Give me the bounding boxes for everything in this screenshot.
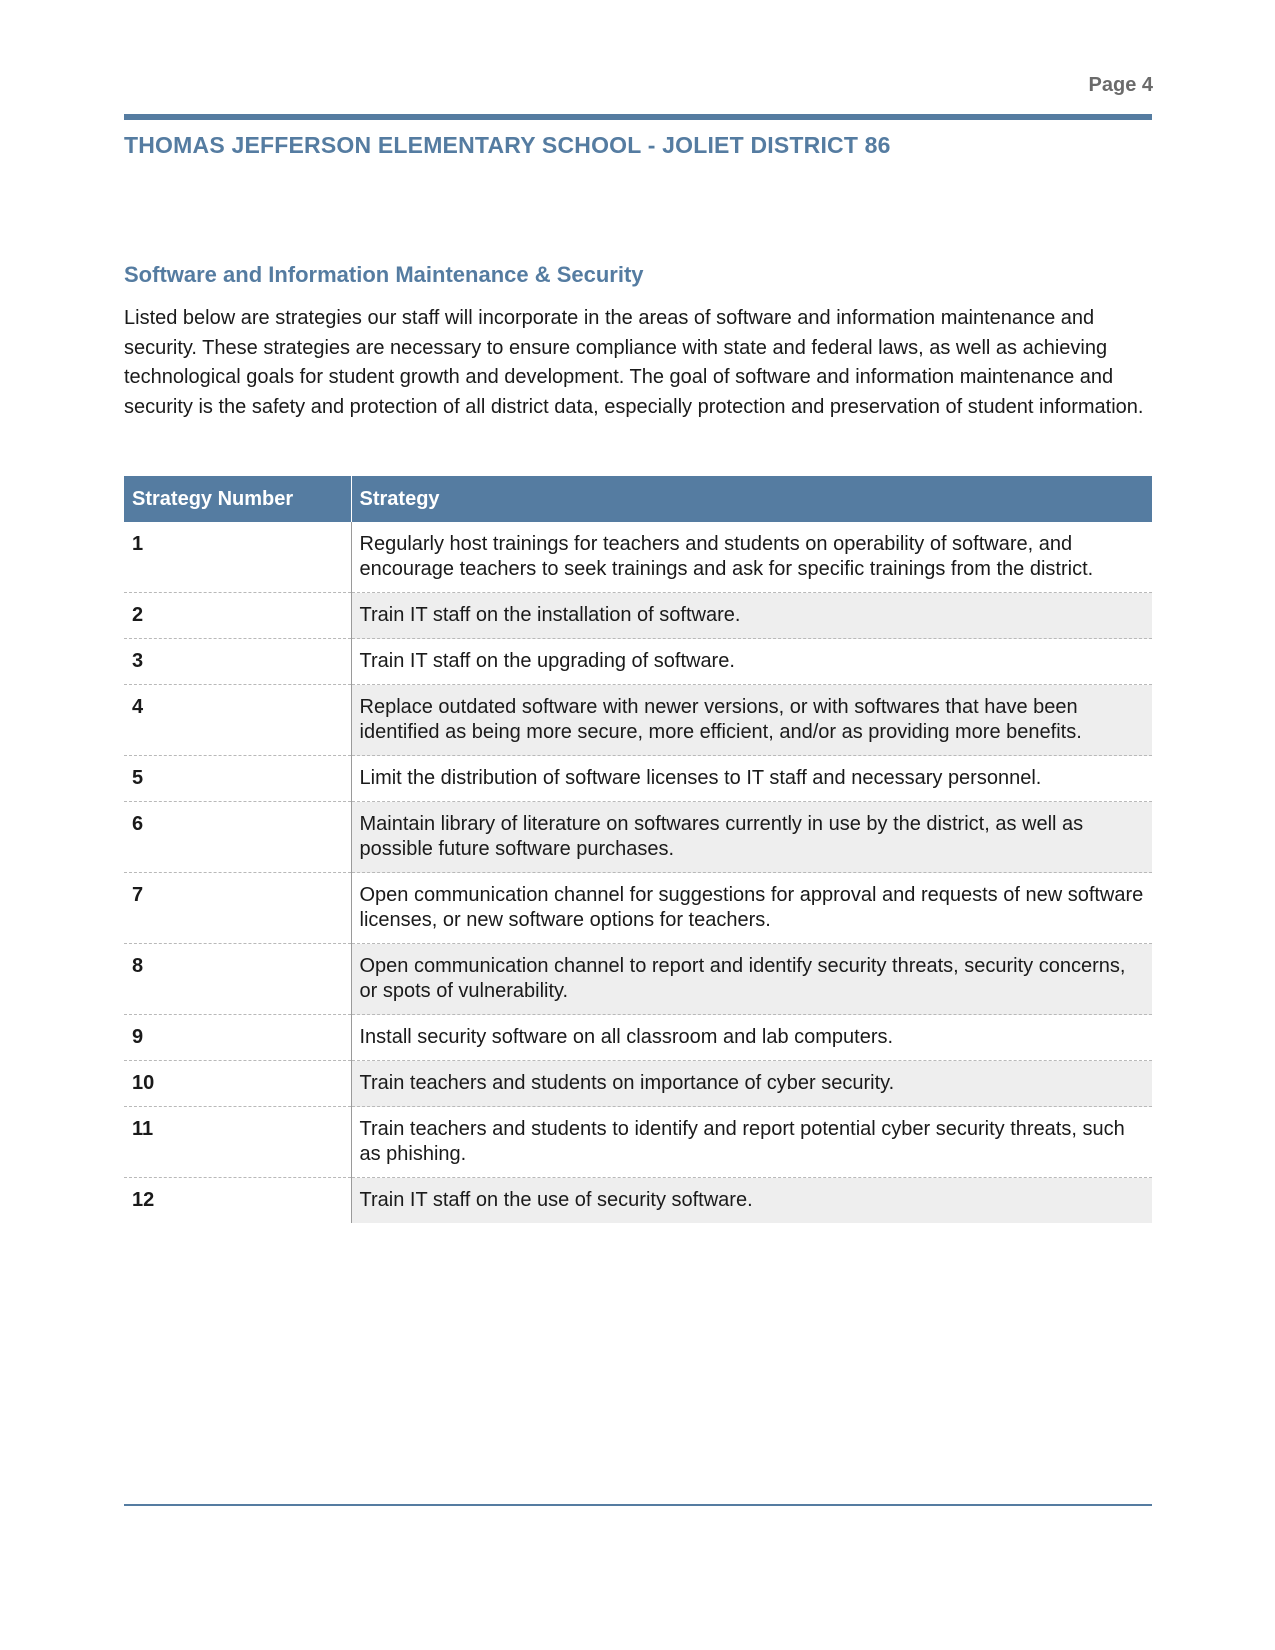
strategy-text-cell: Train IT staff on the installation of software.	[351, 593, 1152, 639]
header-strategy: Strategy	[351, 476, 1152, 522]
strategy-number-cell: 2	[124, 593, 351, 639]
strategy-text-cell: Maintain library of literature on softwares currently in use by the district, as well as possible future software purchases.	[351, 802, 1152, 873]
strategy-text-cell: Install security software on all classroom and lab computers.	[351, 1015, 1152, 1061]
strategy-number-cell: 5	[124, 756, 351, 802]
table-row	[124, 1107, 1152, 1178]
table-row	[124, 802, 1152, 873]
table-row	[124, 944, 1152, 1015]
strategy-text-cell: Open communication channel to report and identify security threats, security concerns, or spots of vulnerability.	[351, 944, 1152, 1015]
table-row	[124, 1178, 1152, 1224]
table-row	[124, 756, 1152, 802]
table-row	[124, 1061, 1152, 1107]
school-name: THOMAS JEFFERSON ELEMENTARY SCHOOL - JOLIET DISTRICT 86	[124, 132, 891, 158]
strategy-number-cell: 6	[124, 802, 351, 873]
strategy-text-cell: Train IT staff on the upgrading of software.	[351, 639, 1152, 685]
strategy-table	[124, 476, 1152, 1223]
footer-rule	[124, 1504, 1152, 1506]
strategy-number-cell: 12	[124, 1178, 351, 1224]
table-row	[124, 522, 1152, 593]
intro-paragraph: Listed below are strategies our staff will incorporate in the areas of software and information maintenance and security. These strategies are necessary to ensure compliance with state and federal laws, as well as achieving technological goals for student growth and development. The goal of software and information maintenance and security is the safety and protection of all district data, especially protection and preservation of student information.	[124, 307, 1144, 418]
strategy-number-cell: 10	[124, 1061, 351, 1107]
strategy-text-cell: Open communication channel for suggestions for approval and requests of new software licenses, or new software options for teachers.	[351, 873, 1152, 944]
table-row	[124, 593, 1152, 639]
strategy-number-cell: 8	[124, 944, 351, 1015]
strategy-text-cell: Train teachers and students on importance of cyber security.	[351, 1061, 1152, 1107]
strategy-text-cell: Regularly host trainings for teachers and students on operability of software, and encourage teachers to seek trainings and ask for specific trainings from the district.	[351, 522, 1152, 593]
strategy-number-cell: 4	[124, 685, 351, 756]
table-row	[124, 685, 1152, 756]
strategy-number-cell: 1	[124, 522, 351, 593]
strategy-number-cell: 9	[124, 1015, 351, 1061]
strategy-number-cell: 3	[124, 639, 351, 685]
strategy-text-cell: Replace outdated software with newer versions, or with softwares that have been identified as being more secure, more efficient, and/or as providing more benefits.	[351, 685, 1152, 756]
table-row	[124, 1015, 1152, 1061]
section-heading: Software and Information Maintenance & Security	[124, 262, 644, 287]
page-number: Page 4	[1088, 74, 1153, 96]
table-row	[124, 873, 1152, 944]
strategy-text-cell: Limit the distribution of software licenses to IT staff and necessary personnel.	[351, 756, 1152, 802]
header-strategy-number: Strategy Number	[124, 476, 351, 522]
strategy-number-cell: 7	[124, 873, 351, 944]
table-header-row	[124, 476, 1152, 522]
strategy-text-cell: Train IT staff on the use of security software.	[351, 1178, 1152, 1224]
header-rule	[124, 114, 1152, 120]
strategy-text-cell: Train teachers and students to identify and report potential cyber security threats, such as phishing.	[351, 1107, 1152, 1178]
table-row	[124, 639, 1152, 685]
strategy-number-cell: 11	[124, 1107, 351, 1178]
